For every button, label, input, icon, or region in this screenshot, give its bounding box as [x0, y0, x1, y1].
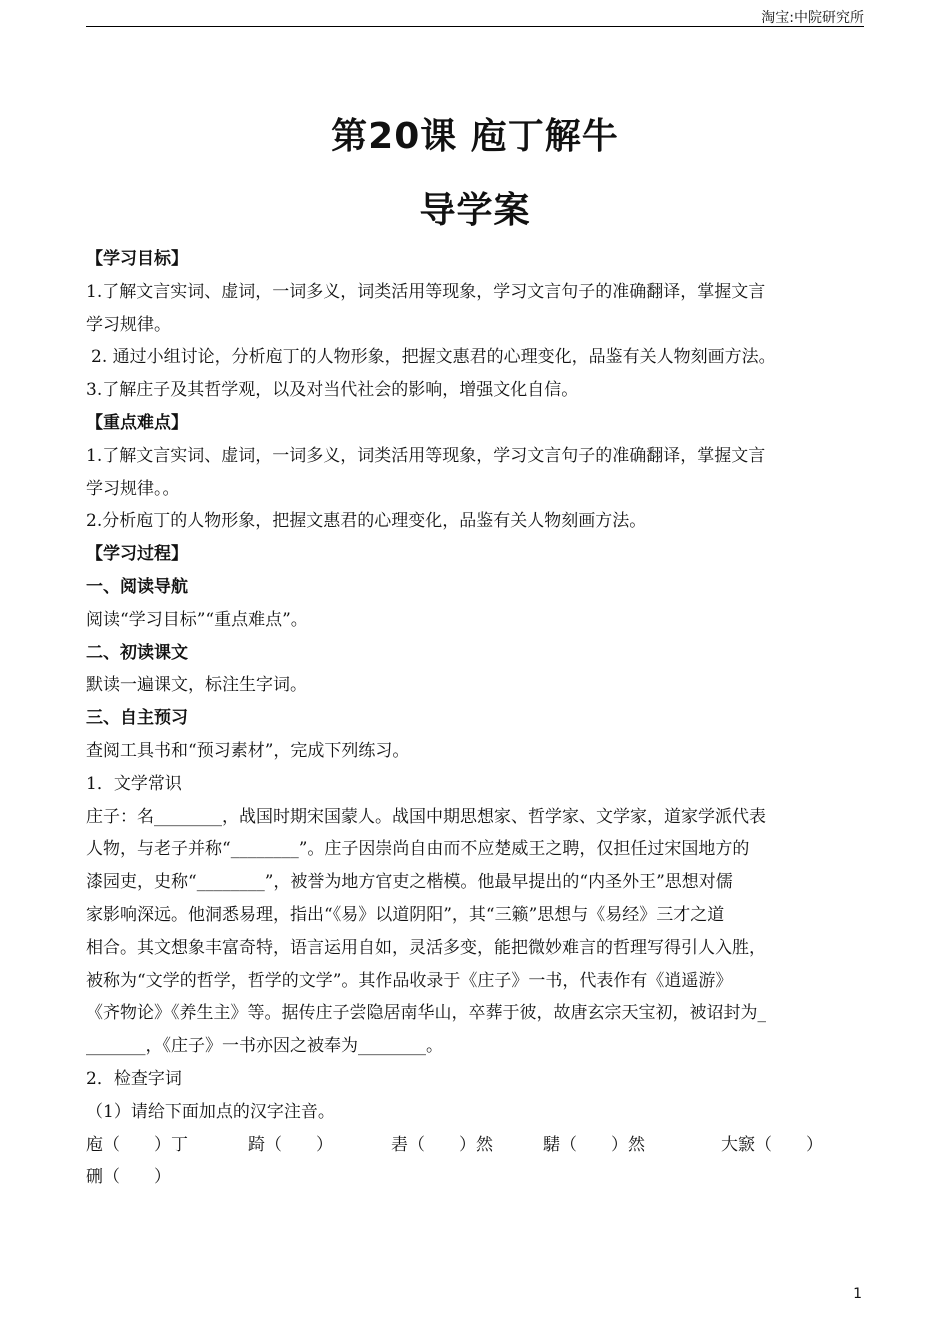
text-line: 漆园吏，史称“________”，被誉为地方官吏之楷模。他最早提出的“内圣外王”思想对儒	[86, 872, 733, 893]
text-line: 被称为“文学的哲学，哲学的文学”。其作品收录于《庄子》一书，代表作有《逍遥游》	[86, 970, 733, 991]
document-body	[86, 243, 864, 1194]
text-line: 《齐物论》《养生主》等。据传庄子尝隐居南华山，卒葬于彼，故唐玄宗天宝初，被诏封为_	[86, 1003, 766, 1024]
section-heading: 一、阅读导航	[86, 576, 188, 597]
phonetic-item: 砉（ ）然	[391, 1134, 493, 1155]
text-line: 学习规律。	[86, 314, 171, 335]
text-line: 2．检查字词	[86, 1068, 182, 1089]
section-heading: 【重点难点】	[86, 412, 188, 433]
text-line: 人物，与老子并称“________”。庄子因崇尚自由而不应楚威王之聘，仅担任过宋国地方的	[86, 839, 750, 860]
text-line: 2. 通过小组讨论，分析庖丁的人物形象，把握文惠君的心理变化，品鉴有关人物刻画方法。	[91, 347, 776, 368]
text-line: 3.了解庄子及其哲学观，以及对当代社会的影响，增强文化自信。	[86, 380, 579, 401]
page-number: 1	[853, 1286, 862, 1302]
text-line: 阅读“学习目标”“重点难点”。	[86, 609, 308, 630]
phonetic-row	[86, 1129, 864, 1162]
phonetic-item: 騞（ ）然	[543, 1134, 645, 1155]
phonetic-item: 大窾（ ）	[721, 1134, 823, 1155]
text-line: 2.分析庖丁的人物形象，把握文惠君的心理变化，品鉴有关人物刻画方法。	[86, 511, 647, 532]
phonetic-item: 硎（ ）	[86, 1167, 171, 1188]
header-text: 淘宝:中院研究所	[761, 10, 864, 26]
text-line: 1.了解文言实词、虚词，一词多义，词类活用等现象，学习文言句子的准确翻译，掌握文言	[86, 445, 766, 466]
text-line: 庄子：名________，战国时期宋国蒙人。战国中期思想家、哲学家、文学家，道家学派代表	[86, 806, 766, 827]
text-line: 家影响深远。他洞悉易理，指出“《易》以道阴阳”，其“三籁”思想与《易经》三才之道	[86, 904, 725, 925]
lesson-subtitle: 导学案	[419, 190, 531, 231]
phonetic-item: 庖（ ）丁	[86, 1134, 188, 1155]
text-line: 学习规律。。	[86, 478, 180, 499]
text-line: 默读一遍课文，标注生字词。	[86, 675, 307, 696]
section-heading: 【学习目标】	[86, 249, 188, 269]
text-line: 1.了解文言实词、虚词，一词多义，词类活用等现象，学习文言句子的准确翻译，掌握文言	[86, 281, 766, 302]
section-heading: 三、自主预习	[86, 708, 188, 729]
section-heading: 二、初读课文	[86, 642, 188, 663]
text-line: 查阅工具书和“预习素材”，完成下列练习。	[86, 740, 410, 761]
section-heading: 【学习过程】	[86, 544, 188, 565]
phonetic-item: 踦（ ）	[248, 1134, 333, 1155]
lesson-title: 第20课 庖丁解牛	[331, 116, 619, 157]
text-line: （1）请给下面加点的汉字注音。	[86, 1101, 335, 1122]
text-line: 1．文学常识	[86, 773, 182, 794]
page-header	[86, 6, 864, 27]
text-line: _______，《庄子》一书亦因之被奉为________。	[86, 1036, 443, 1057]
text-line: 相合。其文想象丰富奇特，语言运用自如，灵活多变，能把微妙难言的哲理写得引人入胜，	[86, 937, 766, 958]
